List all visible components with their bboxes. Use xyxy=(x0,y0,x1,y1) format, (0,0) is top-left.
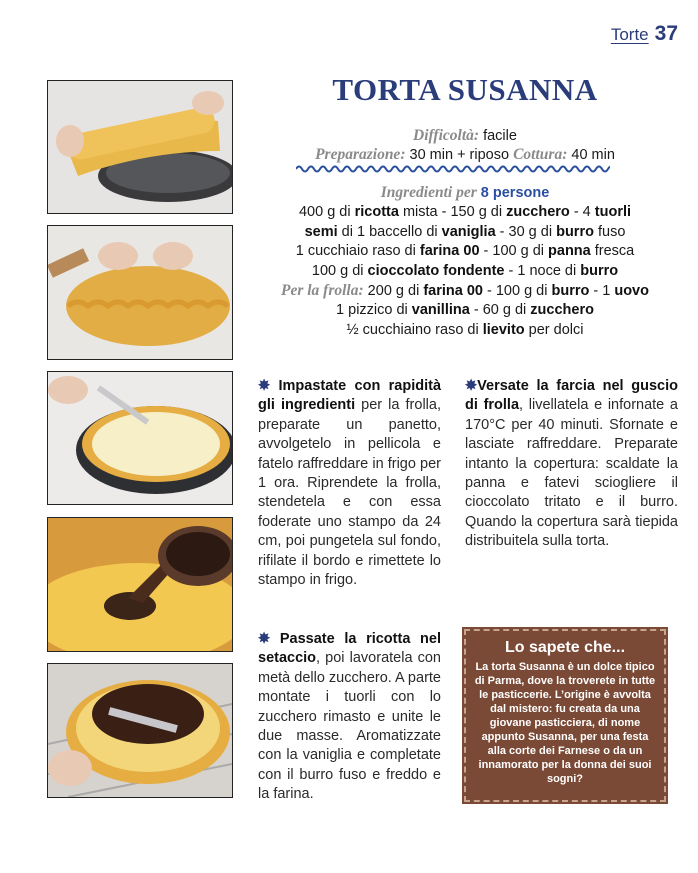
prep-value: 30 min + riposo xyxy=(409,147,510,163)
asterisk-icon: ✸ xyxy=(258,631,271,647)
photo-spreading-chocolate xyxy=(47,663,233,798)
filling-ingredients xyxy=(250,203,680,281)
cook-value: 40 min xyxy=(571,147,615,163)
asterisk-icon: ✸ xyxy=(465,378,478,394)
infobox-text: La torta Susanna è un dolce tipico di Parma, dove la troverete in tutte le pasticcerie. L’origine è avvolta dal mistero: fu creata da una giovane pasticciera, di nome appunto Susanna, per una festa alla corte dei Farnese o da un innamorato per la donna dei suoi sogni? xyxy=(474,661,656,785)
infobox-title: Lo sapete che... xyxy=(504,639,626,656)
ingredient-name: burro xyxy=(580,262,619,279)
difficulty-label: Difficoltà: xyxy=(413,127,480,144)
step-3 xyxy=(465,377,678,552)
ingredient-text: di 1 baccello di xyxy=(337,223,442,240)
step-2-lead: Passate la ricotta nel setaccio xyxy=(258,631,442,667)
ingredient-name: farina 00 xyxy=(423,283,483,300)
ingredient-text: 400 g di xyxy=(298,204,355,221)
ingredients-label: Ingredienti per xyxy=(380,184,477,201)
ingredients-block xyxy=(250,183,680,340)
difficulty-line xyxy=(250,126,680,146)
ingredient-text: fuso xyxy=(593,223,626,240)
ingredient-text: ½ cucchiaino raso di xyxy=(346,321,483,338)
section-name[interactable]: Torte xyxy=(610,25,649,44)
recipe-title: TORTA SUSANNA xyxy=(332,72,598,107)
did-you-know-box xyxy=(464,629,666,802)
photo-lining-pan xyxy=(47,225,233,360)
ingredient-line xyxy=(250,301,680,320)
prep-label: Preparazione: xyxy=(315,146,406,163)
pastry-label: Per la frolla: xyxy=(281,282,364,300)
step-3-lead: Versate la farcia nel guscio di frolla xyxy=(465,378,678,414)
ingredient-line xyxy=(250,281,680,301)
ingredient-text: mista - 150 g di xyxy=(398,204,507,221)
ingredient-text: 100 g di xyxy=(311,262,368,279)
cook-label: Cottura: xyxy=(513,146,568,163)
ingredient-name: zucchero xyxy=(530,302,594,319)
ingredient-name: uovo xyxy=(614,283,649,300)
wave-divider xyxy=(296,163,610,175)
ingredient-text: 1 cucchiaio raso di xyxy=(295,243,420,260)
ingredient-name: ricotta xyxy=(354,204,399,221)
page-number: 37 xyxy=(654,22,678,45)
ingredient-text: - 100 g di xyxy=(479,243,549,260)
ingredient-line xyxy=(250,321,680,340)
ingredient-name: burro xyxy=(551,283,590,300)
ingredient-line xyxy=(250,262,680,281)
ingredient-name: vaniglia xyxy=(441,223,496,240)
step-1-lead: Impastate con rapidità gli ingredienti xyxy=(258,378,442,414)
ingredient-name: panna xyxy=(548,243,591,260)
photo-chocolate-pour xyxy=(47,517,233,652)
ingredient-text: - 1 noce di xyxy=(504,262,581,279)
ingredient-text: per dolci xyxy=(524,321,584,338)
ingredients-heading xyxy=(250,183,680,203)
page-header xyxy=(611,22,678,46)
ingredient-text: 200 g di xyxy=(363,283,424,300)
ingredient-text: fresca xyxy=(590,243,635,260)
ingredient-name: vanillina xyxy=(411,302,470,319)
step-1-text: per la frolla, preparate un panetto, avvolgetelo in pellicola e fatelo raffreddare in frigo per 1 ora. Riprendete la frolla, stendetela e con essa foderate uno stampo da 24 cm, poi pungetela sul fondo, rifilate il bordo e rimettete lo stampo in frigo. xyxy=(258,397,441,589)
step-2 xyxy=(258,630,441,805)
ingredient-name: zucchero xyxy=(506,204,570,221)
ingredient-line xyxy=(250,223,680,242)
time-line xyxy=(250,145,680,165)
ingredient-text: - 4 xyxy=(569,204,595,221)
ingredient-name: lievito xyxy=(482,321,525,338)
ingredient-text: - 60 g di xyxy=(469,302,531,319)
ingredient-name: cioccolato fondente xyxy=(367,262,505,279)
ingredient-text: - 30 g di xyxy=(495,223,557,240)
ingredient-text: - 100 g di xyxy=(482,283,552,300)
ingredient-name: burro xyxy=(556,223,594,240)
asterisk-icon: ✸ xyxy=(258,378,271,394)
ingredient-line xyxy=(250,203,680,222)
servings: 8 persone xyxy=(480,185,550,201)
ingredient-name: semi xyxy=(304,223,338,240)
ingredient-name: tuorli xyxy=(594,204,632,221)
difficulty-value: facile xyxy=(483,128,517,144)
step-1 xyxy=(258,377,441,590)
ingredient-text: 1 pizzico di xyxy=(336,302,412,319)
ingredient-line xyxy=(250,242,680,261)
pastry-ingredients xyxy=(250,281,680,340)
photo-rolling-dough xyxy=(47,80,233,214)
ingredient-text: - 1 xyxy=(589,283,615,300)
ingredient-name: farina 00 xyxy=(419,243,480,260)
step-2-text: , poi lavoratela con metà dello zucchero. A parte montate i tuorli con lo zucchero rimasto e unite le due masse. Aromatizzate con la vaniglia e completate con il burro fuso e freddo e la farina. xyxy=(258,650,441,803)
photo-filling xyxy=(47,371,233,505)
step-3-text: , livellatela e infornate a 170°C per 40 minuti. Sfornate e lasciate raffreddare. Preparate intanto la copertura: scaldate la panna e fatevi sciogliere il cioccolato tritato e il burro. Quando la copertura sarà tiepida distribuitela sulla torta. xyxy=(465,397,678,550)
